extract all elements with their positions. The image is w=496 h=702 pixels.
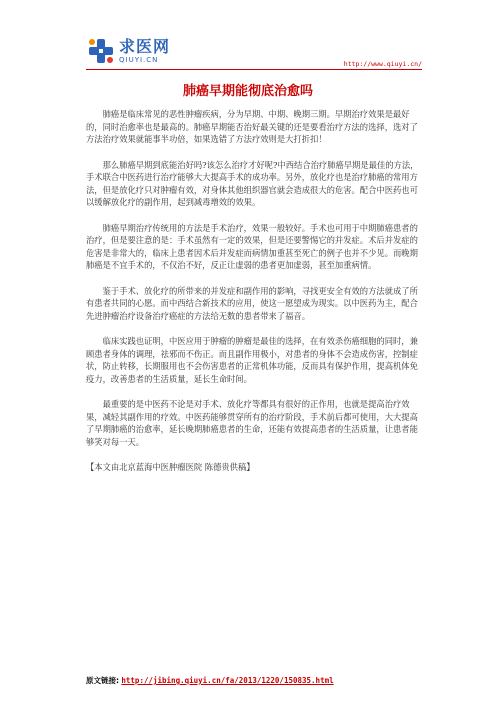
- site-url-link[interactable]: http://www.qiuyi.cn/: [343, 60, 422, 68]
- original-link[interactable]: http://jibing.qiuyi.cn/fa/2013/1220/150835.html: [121, 676, 334, 685]
- logo-domain: QIUYI.CN: [119, 55, 159, 64]
- medical-cross-logo-icon: [86, 36, 116, 66]
- original-link-footer: [86, 675, 334, 686]
- paragraph: 临床实践也证明，中医应用于肿瘤的肿瘤是最佳的选择，在有效杀伤癌细胞的同时，兼顾患者身体的调理，祛邪而不伤正。而且副作用极小，对患者的身体不会造成伤害，控制症状，防止转移，长期服用也不会伤害患者的正常机体功能，反而具有保护作用，提高机体免疫力，改善患者的生活质量，延长生命时间。: [86, 336, 418, 384]
- paragraph: 肺癌早期治疗传统用的方法是手术治疗，效果一般较好。手术也可用于中期肺癌患者的治疗，但是要注意的是：手术虽然有一定的效果，但是还要警惕它的并发症。术后并发症的危害是非常大的，临床上患者因术后并发症而病情加重甚至死亡的例子也并不少见。而晚期肺癌是不宜手术的，不仅治不好，反正让虚弱的患者更加虚弱，甚至加重病情。: [86, 222, 418, 270]
- original-link-label: 原文链接:: [86, 676, 119, 685]
- page-header: [86, 36, 422, 74]
- source-note: 【本文由北京蓝海中医肿瘤医院 陈德贵供稿】: [86, 462, 255, 472]
- paragraph: 肺癌是临床常见的恶性肿瘤疾病，分为早期、中期、晚期三期。早期治疗效果是最好的，同时治愈率也是最高的。肺癌早期能否治好最关键的还是要看治疗方法的选择，选对了方法治疗效果就能事半功倍，如果选错了方法疗效则是大打折扣！: [86, 109, 418, 144]
- paragraph: 最重要的是中医药不论是对手术、放化疗等都具有很好的正作用，也就是提高治疗效果，减轻其副作用的疗效。中医药能够贯穿所有的治疗阶段，手术前后都可使用，大大提高了早期肺癌的治愈率，延长晚期肺癌患者的生命，还能有效提高患者的生活质量，让患者能够笑对每一天。: [86, 399, 418, 447]
- header-divider: [86, 69, 422, 70]
- paragraph: 那么肺癌早期到底能治好吗?该怎么治疗才好呢?中西结合治疗肺癌早期是最佳的方法，手术联合中医药进行治疗能够大大提高手术的成功率。另外，放化疗也是治疗肺癌的常用方法，但是放化疗只对肿瘤有效，对身体其他组织器官就会造成很大的危害。配合中医药也可以缓解放化疗的副作用，起到减毒增效的效果。: [86, 159, 419, 207]
- logo-name: 求医网: [119, 36, 171, 56]
- paragraph: 鉴于手术、放化疗的所带来的并发症和副作用的影响，寻找更安全有效的方法就成了所有患者共同的心愿。而中西结合新技术的应用，使这一愿望成为现实。以中医药为主，配合先进肿瘤治疗设备治疗癌症的方法给无数的患者带来了福音。: [86, 285, 418, 321]
- article-body: [86, 108, 420, 474]
- logo-text: [119, 36, 171, 64]
- article-title: 肺癌早期能彻底治愈吗: [182, 84, 313, 99]
- site-logo[interactable]: [86, 36, 170, 66]
